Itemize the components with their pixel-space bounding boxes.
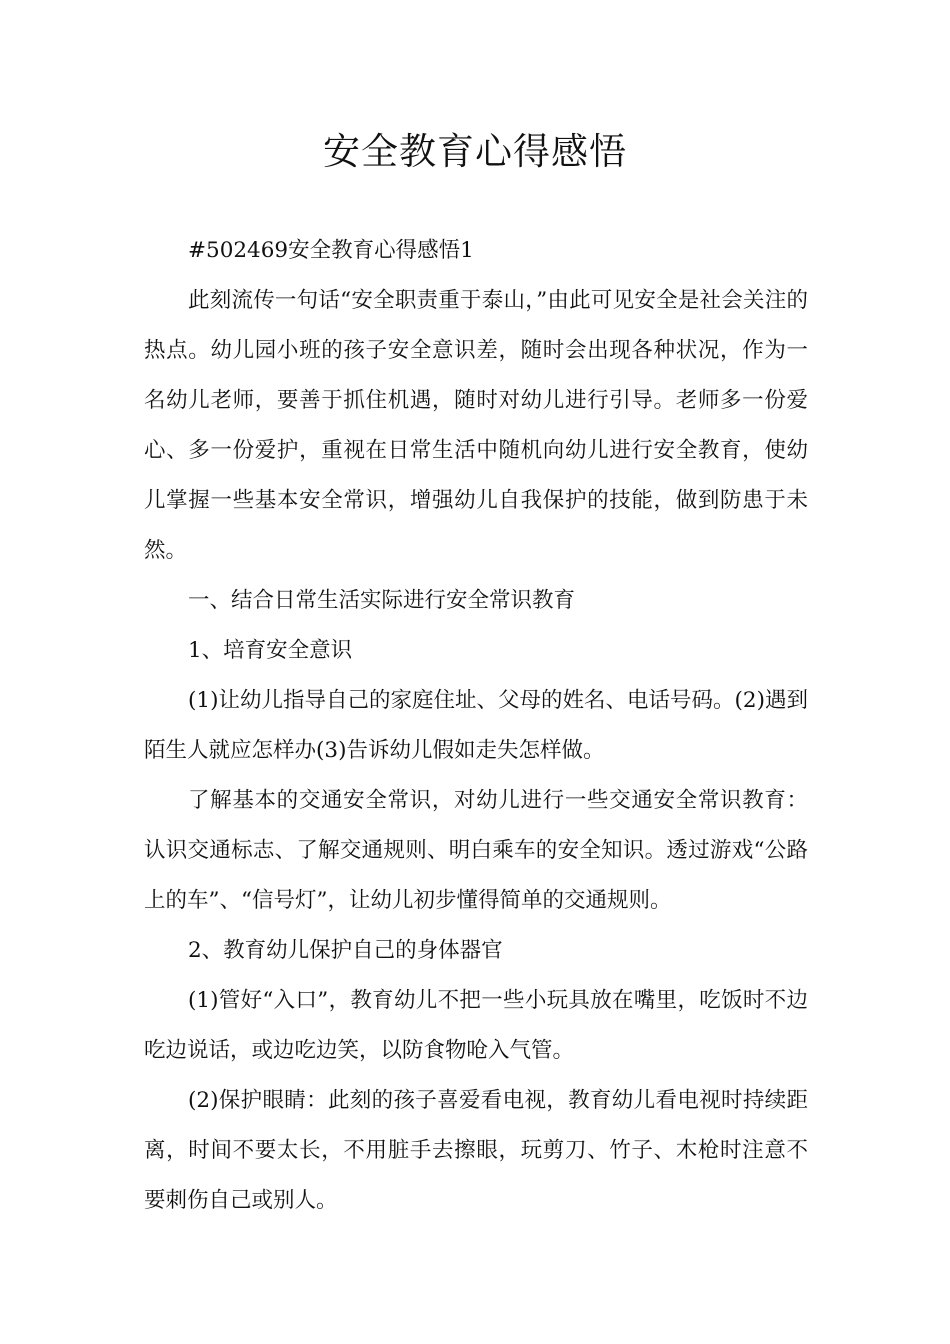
subtitle-line: #502469安全教育心得感悟1 xyxy=(188,238,474,263)
intro-paragraph: 此刻流传一句话“安全职责重于泰山，”由此可见安全是社会关注的热点。幼儿园小班的孩子安全意识差，随时会出现各种状况，作为一名幼儿老师，要善于抓住机遇，随时对幼儿进行引导。老师多一份爱心、多一份爱护，重视在日常生活中随机向幼儿进行安全教育，使幼儿掌握一些基本安全常识，增强幼儿自我保护的技能，做到防患于未然。 xyxy=(144,288,808,563)
document-title: 安全教育心得感悟 xyxy=(323,130,627,173)
section-heading-1: 一、结合日常生活实际进行安全常识教育 xyxy=(188,588,576,613)
paragraph-traffic-safety: 了解基本的交通安全常识，对幼儿进行一些交通安全常识教育：认识交通标志、了解交通规则、明白乘车的安全知识。透过游戏“公路上的车”、“信号灯”，让幼儿初步懂得简单的交通规则。 xyxy=(144,788,808,913)
subheading-2: 2、教育幼儿保护自己的身体器官 xyxy=(188,938,503,963)
paragraph-mouth-safety: (1)管好“入口”，教育幼儿不把一些小玩具放在嘴里，吃饭时不边吃边说话，或边吃边笑，以防食物呛入气管。 xyxy=(144,988,808,1063)
paragraph-eye-safety: (2)保护眼睛：此刻的孩子喜爱看电视，教育幼儿看电视时持续距离，时间不要太长，不用脏手去擦眼，玩剪刀、竹子、木枪时注意不要刺伤自己或别人。 xyxy=(144,1088,808,1213)
subheading-1: 1、培育安全意识 xyxy=(188,638,353,663)
document-body xyxy=(144,226,808,1226)
paragraph-personal-info: (1)让幼儿指导自己的家庭住址、父母的姓名、电话号码。(2)遇到陌生人就应怎样办(3)告诉幼儿假如走失怎样做。 xyxy=(144,688,808,763)
